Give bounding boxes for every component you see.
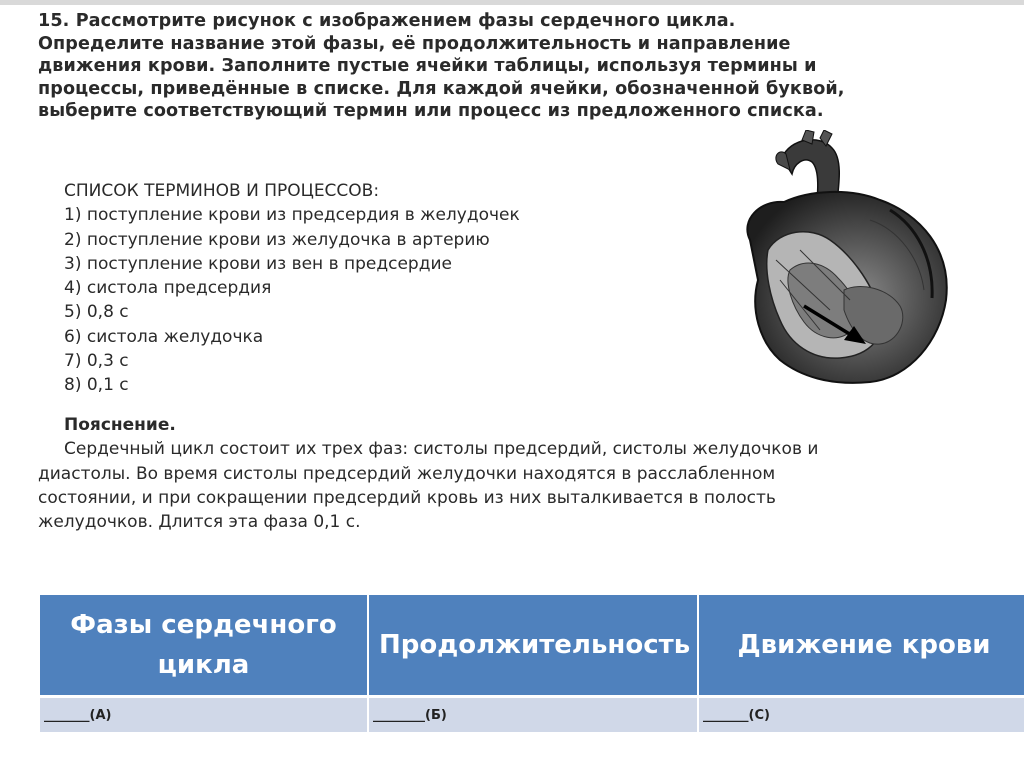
explanation-line: диастолы. Во время систолы предсердий желудочки находятся в расслабленном	[38, 463, 776, 484]
table-row	[40, 697, 1024, 733]
question-line: процессы, приведённые в списке. Для каждой ячейки, обозначенной буквой,	[38, 78, 845, 99]
list-item: 7) 0,3 с	[64, 351, 129, 372]
question-line: 15. Рассмотрите рисунок с изображением фазы сердечного цикла.	[38, 11, 736, 31]
explanation-line: желудочков. Длится эта фаза 0,1 с.	[38, 512, 361, 533]
list-item: 5) 0,8 с	[64, 302, 129, 323]
header-phases: Фазы сердечного цикла	[40, 595, 368, 697]
list-item: 4) систола предсердия	[64, 278, 272, 299]
top-rule	[0, 0, 1024, 5]
explanation	[38, 413, 978, 534]
list-item: 6) систола желудочка	[64, 326, 264, 347]
question-line: выберите соответствующий термин или процесс из предложенного списка.	[38, 101, 824, 122]
cell-b[interactable]: ________(Б)	[368, 697, 698, 733]
terms-heading: СПИСОК ТЕРМИНОВ И ПРОЦЕССОВ:	[64, 181, 380, 201]
table-header-row	[40, 595, 1024, 697]
explanation-line: состоянии, и при сокращении предсердий кровь из них выталкивается в полость	[38, 487, 776, 508]
list-item: 3) поступление крови из вен в предсердие	[64, 253, 452, 274]
cell-c[interactable]: _______(С)	[698, 697, 1024, 733]
header-duration: Продолжительность	[368, 595, 698, 697]
question-line: Определите название этой фазы, её продолжительность и направление	[38, 33, 791, 54]
question-text	[38, 10, 998, 123]
terms-list	[38, 179, 718, 398]
heart-illustration	[720, 130, 960, 390]
cell-a[interactable]: _______(А)	[40, 697, 368, 733]
list-item: 8) 0,1 с	[64, 375, 129, 396]
list-item: 1) поступление крови из предсердия в желудочек	[64, 205, 520, 226]
answer-table	[40, 595, 1024, 732]
list-item: 2) поступление крови из желудочка в артерию	[64, 229, 490, 250]
explanation-line: Сердечный цикл состоит их трех фаз: систолы предсердий, систолы желудочков и	[64, 439, 819, 460]
question-line: движения крови. Заполните пустые ячейки таблицы, используя термины и	[38, 56, 817, 77]
explanation-heading: Пояснение.	[64, 415, 176, 435]
header-blood-flow: Движение крови	[698, 595, 1024, 697]
